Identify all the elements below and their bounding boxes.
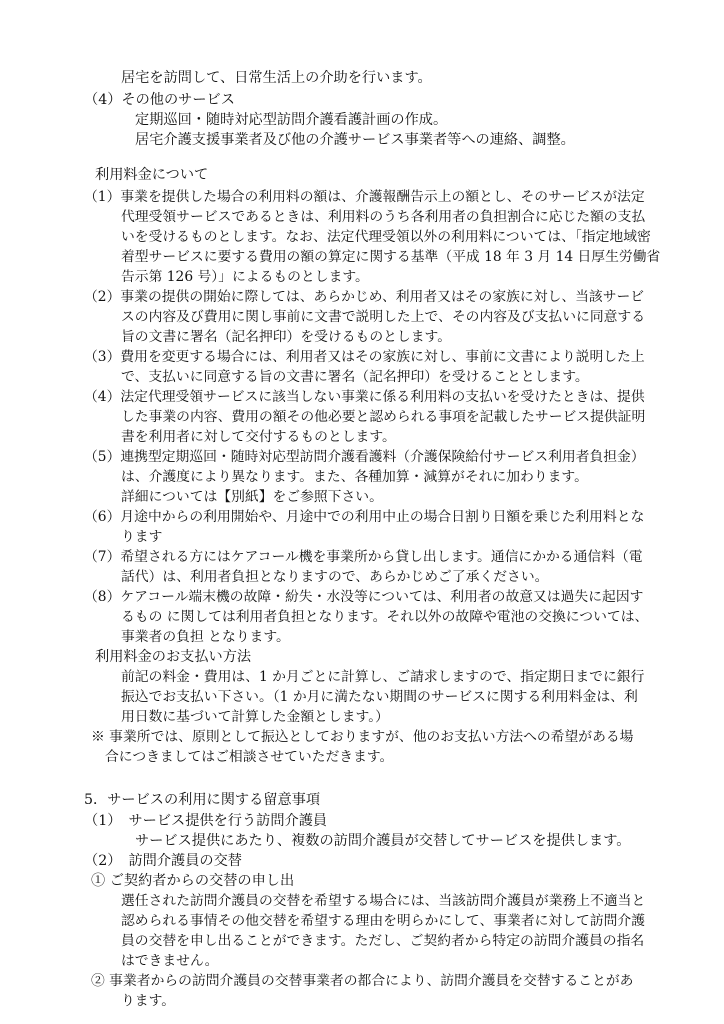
text-line: るもの に関しては利用者負担となります。それ以外の故障や電池の交換については、	[121, 609, 649, 625]
text-line: 話代）は、利用者負担となりますので、あらかじめご了承ください。	[121, 569, 549, 585]
text-line: 詳細については【別紙】をご参照下さい。	[121, 489, 383, 505]
text-line: （8）ケアコール端末機の故障・紛失・水没等については、利用者の故意又は過失に起因す	[84, 589, 644, 605]
section-heading: 利用料金のお支払い方法	[95, 649, 252, 665]
text-line: 代理受領サービスであるときは、利用料のうち各利用者の負担割合に応じた額の支払	[121, 209, 646, 225]
item-heading: ① ご契約者からの交替の申し出	[91, 873, 295, 889]
text-line: （2）事業の提供の開始に際しては、あらかじめ、利用者又はその家族に対し、当該サービ	[84, 289, 645, 305]
item-heading: ② 事業者からの訪問介護員の交替事業者の都合により、訪問介護員を交替することがあ	[91, 973, 634, 989]
note-line: ※ 事業所では、原則として振込としておりますが、他のお支払い方法への希望がある場	[91, 729, 634, 745]
text-line: （5）連携型定期巡回・随時対応型訪問介護看護料（介護保険給付サービス利用者負担金）	[84, 449, 645, 465]
section-heading: 5．サービスの利用に関する留意事項	[84, 792, 321, 808]
text-line: した事業の内容、費用の額その他必要と認められる事項を記載したサービス提供証明	[121, 409, 646, 425]
text-line: （6）月途中からの利用開始や、月途中での利用中止の場合日割り日額を乗じた利用料とな	[84, 509, 645, 525]
text-line: 告示第 126 号）」によるものとします。	[121, 269, 369, 285]
text-line: いを受けるものとします。なお、法定代理受領以外の利用料については、「指定地域密	[121, 229, 651, 245]
note-line: 合につきましてはご相談させていただきます。	[105, 749, 394, 765]
text-line: 居宅介護支援事業者及び他の介護サービス事業者等への連絡、調整。	[135, 132, 575, 148]
text-line: はできません。	[121, 953, 219, 969]
text-line: （3）費用を変更する場合には、利用者又はその家族に対し、事前に文書により説明した上	[84, 349, 645, 365]
text-line: 用日数に基づいて計算した金額とします。）	[121, 709, 389, 725]
text-line: 居宅を訪問して、日常生活上の介助を行います。	[121, 70, 432, 86]
text-line: は、介護度により異なります。また、各種加算・減算がそれに加わります。	[121, 469, 588, 485]
text-line: 認められる事情その他交替を希望する理由を明らかにして、事業者に対して訪問介護	[121, 913, 646, 929]
text-line: 選任された訪問介護員の交替を希望する場合には、当該訪問介護員が業務上不適当と	[121, 893, 646, 909]
text-line: 着型サービスに要する費用の額の算定に関する基準（平成 18 年 3 月 14 日厚生労働省	[121, 249, 661, 265]
subsection-heading: （2） 訪問介護員の交替	[84, 853, 242, 869]
text-line: 定期巡回・随時対応型訪問介護看護計画の作成。	[135, 112, 448, 128]
text-line: スの内容及び費用に関し事前に文書で説明した上で、その内容及び支払いに同意する	[121, 309, 646, 325]
text-line: 振込でお支払い下さい。（1 か月に満たない期間のサービスに関する利用料金は、利	[121, 689, 638, 705]
text-line: 書を利用者に対して交付するものとします。	[121, 429, 396, 445]
text-line: サービス提供にあたり、複数の訪問介護員が交替してサービスを提供します。	[135, 833, 631, 849]
text-line: 旨の文書に署名（記名押印）を受けるものとします。	[121, 329, 452, 345]
text-line: （1）事業を提供した場合の利用料の額は、介護報酬告示上の額とし、そのサービスが法定	[84, 189, 645, 205]
section-heading: 利用料金について	[95, 167, 209, 183]
text-line: で、支払いに同意する旨の文書に署名（記名押印）を受けることとします。	[121, 369, 589, 385]
text-line: ります。	[121, 993, 176, 1009]
text-line: ります	[121, 529, 163, 545]
subsection-heading: （1） サービス提供を行う訪問介護員	[84, 813, 328, 829]
text-line: （4）法定代理受領サービスに該当しない事業に係る利用料の支払いを受けたときは、提供	[84, 389, 645, 405]
text-line: 事業者の負担 となります。	[121, 629, 290, 645]
text-line: 員の交替を申し出ることができます。ただし、ご契約者から特定の訪問介護員の指名	[121, 933, 645, 949]
text-line: 前記の料金・費用は、1 か月ごとに計算し、ご請求しますので、指定期日までに銀行	[121, 669, 645, 685]
text-line: （7）希望される方にはケアコール機を事業所から貸し出します。通信にかかる通信料（電	[84, 549, 643, 565]
section-heading: （4）その他のサービス	[84, 92, 235, 108]
